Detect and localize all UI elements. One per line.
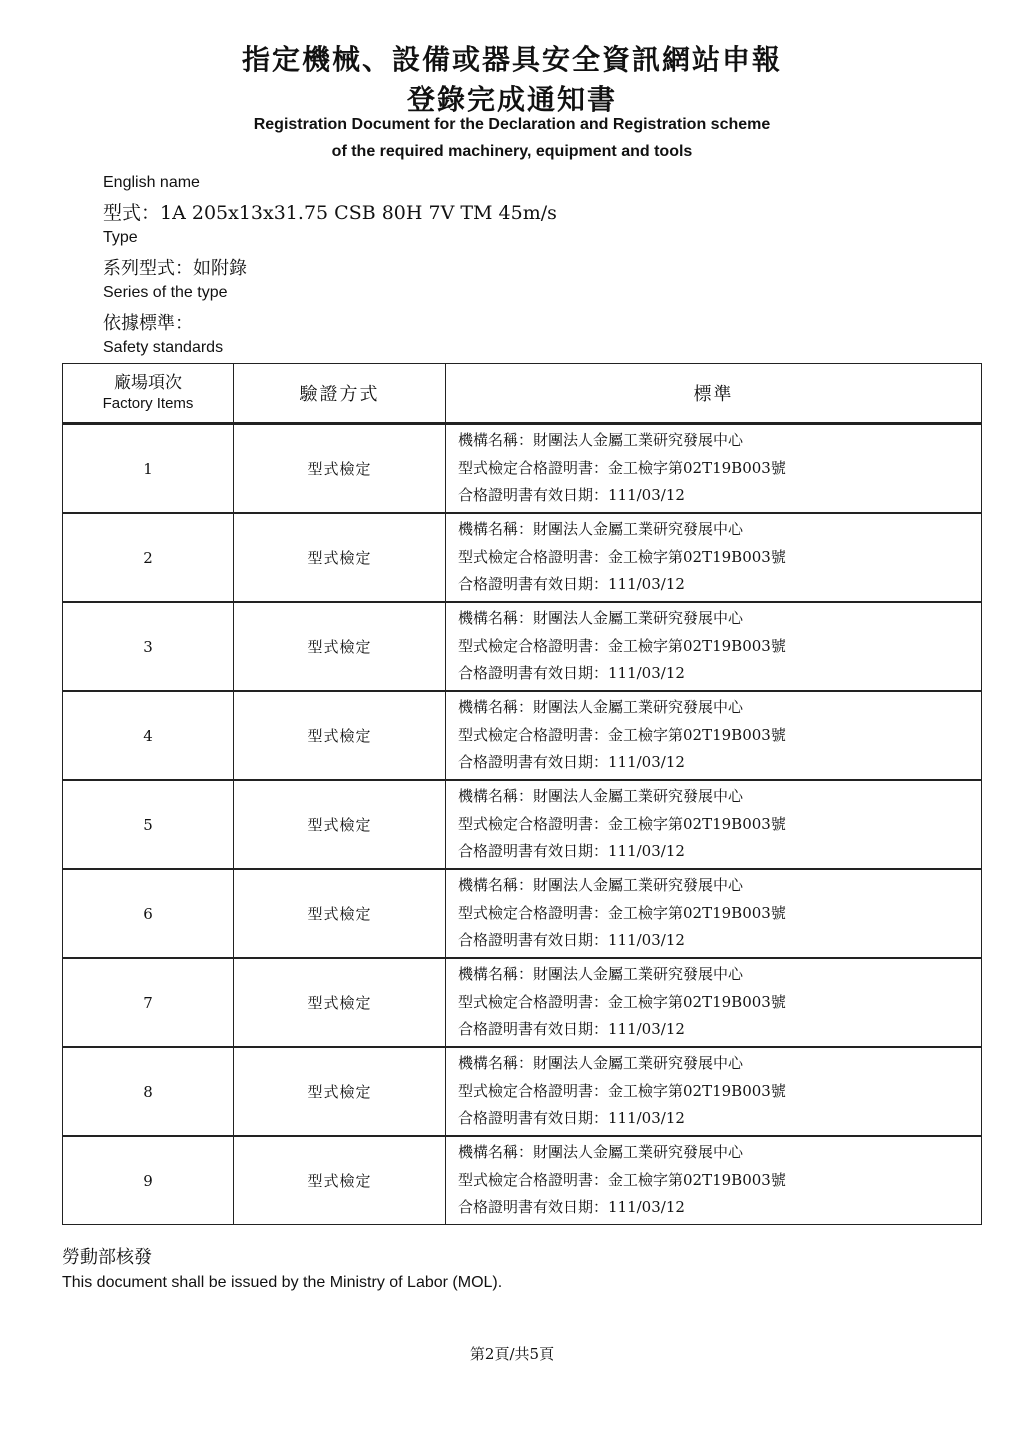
table-header-row [63,364,982,424]
page-indicator: 第2頁/共5頁 [469,1345,555,1363]
header-items-zh: 廠場項次 [114,373,182,393]
row-standard [446,1136,982,1225]
row-number: 8 [63,1047,234,1136]
standard-certificate: 型式檢定合格證明書：金工檢字第02T19B003號 [458,814,786,833]
standard-certificate: 型式檢定合格證明書：金工檢字第02T19B003號 [458,1170,786,1189]
issuer-zh: 勞動部核發 [62,1247,152,1268]
table-row [63,780,982,869]
standard-valid-date: 合格證明書有效日期：111/03/12 [458,1109,685,1128]
standard-certificate: 型式檢定合格證明書：金工檢字第02T19B003號 [458,725,786,744]
header-standard: 標準 [446,364,982,424]
standard-institution: 機構名稱：財團法人金屬工業研究發展中心 [458,1054,744,1073]
standard-valid-date: 合格證明書有效日期：111/03/12 [458,753,685,772]
standard-valid-date: 合格證明書有效日期：111/03/12 [458,486,685,505]
row-method: 型式檢定 [234,780,446,869]
table-body [63,424,982,1225]
standard-certificate: 型式檢定合格證明書：金工檢字第02T19B003號 [458,458,786,477]
type-value: 型式：1A 205x13x31.75 CSB 80H 7V TM 45m/s [103,202,557,224]
table-row [63,869,982,958]
standard-institution: 機構名稱：財團法人金屬工業研究發展中心 [458,609,744,628]
row-method: 型式檢定 [234,691,446,780]
issuer-en: This document shall be issued by the Ministry of Labor (MOL). [62,1274,503,1291]
standard-certificate: 型式檢定合格證明書：金工檢字第02T19B003號 [458,547,786,566]
english-subtitle-line2: of the required machinery, equipment and tools [331,143,693,160]
table-row [63,1136,982,1225]
standard-valid-date: 合格證明書有效日期：111/03/12 [458,575,685,594]
standard-certificate: 型式檢定合格證明書：金工檢字第02T19B003號 [458,636,786,655]
standard-institution: 機構名稱：財團法人金屬工業研究發展中心 [458,431,744,450]
row-method: 型式檢定 [234,869,446,958]
row-standard [446,780,982,869]
header-items-en: Factory Items [102,395,194,412]
standard-institution: 機構名稱：財團法人金屬工業研究發展中心 [458,965,744,984]
row-number: 7 [63,958,234,1047]
standard-valid-date: 合格證明書有效日期：111/03/12 [458,931,685,950]
english-name-label: English name [103,174,200,191]
standard-value: 依據標準： [103,313,193,334]
row-number: 4 [63,691,234,780]
table-row [63,513,982,602]
standard-certificate: 型式檢定合格證明書：金工檢字第02T19B003號 [458,992,786,1011]
standard-valid-date: 合格證明書有效日期：111/03/12 [458,842,685,861]
standard-institution: 機構名稱：財團法人金屬工業研究發展中心 [458,520,744,539]
standard-institution: 機構名稱：財團法人金屬工業研究發展中心 [458,1143,744,1162]
row-standard [446,424,982,514]
row-standard [446,513,982,602]
row-standard [446,958,982,1047]
standard-valid-date: 合格證明書有效日期：111/03/12 [458,1020,685,1039]
series-value: 系列型式：如附錄 [103,258,247,279]
document-title: 指定機械、設備或器具安全資訊網站申報 [241,43,782,76]
standard-institution: 機構名稱：財團法人金屬工業研究發展中心 [458,787,744,806]
header-factory-items [63,364,234,424]
standard-institution: 機構名稱：財團法人金屬工業研究發展中心 [458,698,744,717]
standard-valid-date: 合格證明書有效日期：111/03/12 [458,1198,685,1217]
row-method: 型式檢定 [234,1136,446,1225]
table-row [63,602,982,691]
row-method: 型式檢定 [234,602,446,691]
standard-institution: 機構名稱：財團法人金屬工業研究發展中心 [458,876,744,895]
row-method: 型式檢定 [234,1047,446,1136]
row-method: 型式檢定 [234,513,446,602]
row-number: 5 [63,780,234,869]
row-number: 6 [63,869,234,958]
english-subtitle: Registration Document for the Declaration and Registration scheme [253,116,771,133]
standard-valid-date: 合格證明書有效日期：111/03/12 [458,664,685,683]
registration-table [62,363,982,1225]
row-number: 2 [63,513,234,602]
standard-certificate: 型式檢定合格證明書：金工檢字第02T19B003號 [458,1081,786,1100]
document-title-line2: 登錄完成通知書 [406,83,617,116]
header-method: 驗證方式 [234,364,446,424]
series-label: Series of the type [103,284,228,301]
safety-standards-label: Safety standards [103,339,224,356]
table-row [63,691,982,780]
table-row [63,958,982,1047]
row-number: 9 [63,1136,234,1225]
row-number: 3 [63,602,234,691]
table-row [63,1047,982,1136]
row-method: 型式檢定 [234,958,446,1047]
standard-certificate: 型式檢定合格證明書：金工檢字第02T19B003號 [458,903,786,922]
row-standard [446,602,982,691]
row-standard [446,1047,982,1136]
row-method: 型式檢定 [234,424,446,514]
type-label: Type [103,229,138,246]
table-row [63,424,982,514]
row-standard [446,869,982,958]
row-number: 1 [63,424,234,514]
row-standard [446,691,982,780]
